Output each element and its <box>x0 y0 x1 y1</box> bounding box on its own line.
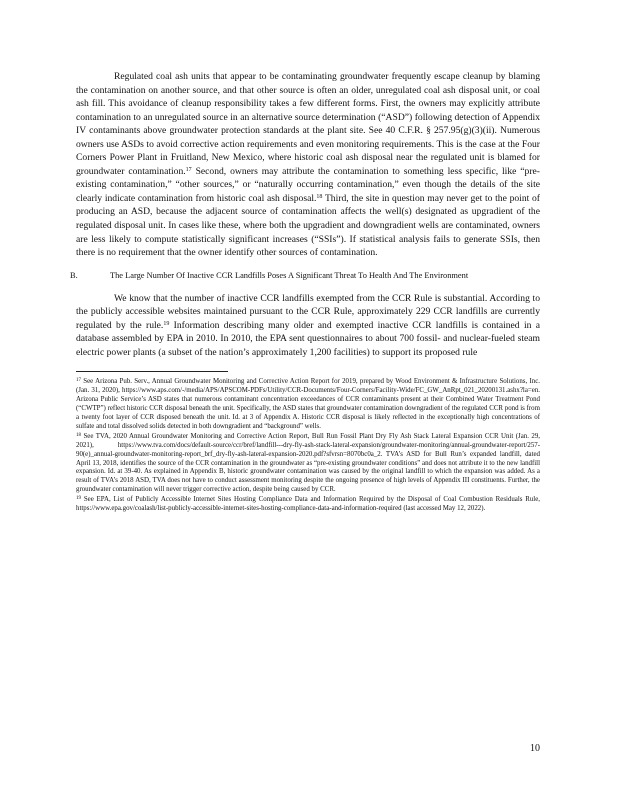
document-page <box>70 70 541 515</box>
footnote-text: See Arizona Pub. Serv., Annual Groundwater Monitoring and Corrective Action Report for 2019, prepared by Wood Environment & Infrastructure Solutions, Inc. (Jan. 31, 2020), https://www.aps.com/-/media/APS/APSCOM-PDFs/Utility/CCR-Documents/Four-Corners/Facility-Wide/FC_GW_AnRpt_021_20200131.ashx?la=en. Arizona Public Service’s ASD states that numerous contaminant concentration exceedances of CCR contaminants present at their Combined Water Treatment Pond (“CWTP”) reflect historic CCR disposal beneath the unit. Specifically, the ASD states that groundwater contamination downgradient of the regulated CCR pond is from a twenty foot layer of CCR disposed beneath the unit. Id. at 3 of Appendix A. Historic CCR disposal is likely reflected in the exceptionally high concentrations of sulfate and total dissolved solids detected in both downgradient and “background” wells. <box>76 378 540 430</box>
body-paragraph-2 <box>76 292 540 360</box>
paragraph-text: Regulated coal ash units that appear to be contaminating groundwater frequently escape cleanup by blaming the contamination on another source, and that other source is often an older, unregulated coal ash disposal unit, or coal ash fill. This avoidance of cleanup responsibility takes a few different forms. First, the owners may explicitly attribute contamination to an unregulated source in an alternative source determination (“ASD”) following detection of Appendix IV contaminants above groundwater protection standards at the plant site. See 40 C.F.R. § 257.95(g)(3)(ii). Numerous owners use ASDs to avoid corrective action requirements and even monitoring requirements. This is the case at the Four Corners Power Plant in Fruitland, New Mexico, where historic coal ash disposal near the regulated unit is blamed for groundwater contamination. <box>76 71 540 177</box>
footnote-ref-19[interactable]: 19 <box>163 320 170 327</box>
footnote <box>76 496 540 514</box>
footnote-number: 17 <box>76 378 81 384</box>
paragraph-text: We know that the number of inactive CCR landfills exempted from the CCR Rule is substantial. According to the publicly accessible websites maintained pursuant to the CCR Rule, approximately 229 CCR landfills are currently regulated by the rule. <box>76 292 540 331</box>
paragraph-text: Second, owners may attribute the contamination to something less specific, like “pre-existing contamination,” “other sources,” or “naturally occurring contamination,” even though the details of the site clearly indicate contamination from historic coal ash disposal. <box>76 165 540 204</box>
footnote-ref-17[interactable]: 17 <box>185 166 192 173</box>
footnote-text: See EPA, List of Publicly Accessible Internet Sites Hosting Compliance Data and Information Required by the Disposal of Coal Combustion Residuals Rule, https://www.epa.gov/coalash/list-publicly-accessible-internet-sites-hosting-compliance-data-and-information-required (last accessed May 12, 2022). <box>76 496 540 513</box>
footnote-number: 18 <box>76 432 81 438</box>
section-label: B. <box>70 270 78 280</box>
footnote-ref-18[interactable]: 18 <box>316 193 323 200</box>
body-paragraph-1 <box>76 70 540 260</box>
footnote-number: 19 <box>76 496 81 502</box>
footnote <box>76 433 540 495</box>
paragraph-text: Third, the site in question may never get to the point of producing an ASD, because the adjacent source of contamination affects the well(s) designated as upgradient of the regulated disposal unit. In cases like these, where both the upgradient and downgradient wells are contaminated, owners are less likely to compute statistically significant increases (“SSIs”). If statistical analysis fails to generate SSIs, then there is no requirement that the owner identify other sources of contamination. <box>76 192 541 259</box>
page-number: 10 <box>530 743 540 754</box>
footnote-separator <box>76 371 228 372</box>
section-title: The Large Number Of Inactive CCR Landfills Poses A Significant Threat To Health And The Environment <box>110 270 469 280</box>
footnotes <box>76 378 540 514</box>
section-heading <box>70 270 540 282</box>
paragraph-text: Information describing many older and exempted inactive CCR landfills is contained in a database assembled by EPA in 2010. In 2010, the EPA sent questionnaires to about 700 fossil- and nuclear-fueled steam electric power plants (a subset of the nation’s approximately 1,200 facilities) to support its proposed rule <box>76 319 540 358</box>
footnote <box>76 378 540 431</box>
footnote-text: See TVA, 2020 Annual Groundwater Monitoring and Corrective Action Report, Bull Run Fossil Plant Dry Fly Ash Stack Lateral Expansion CCR Unit (Jan. 29, 2021), https://www.tva.com/docs/default-source/ccr/bref/landfill---dry-fly-ash-stack-lateral-expansion/groundwater-monitoring/annual-groundwater-report/257-90(e)_annual-groundwater-monitoring-report_brf_dry-fly-ash-lateral-expansion-2020.pdf?sfvrsn=8070bc0a_2. TVA’s ASD for Bull Run’s expanded landfill, dated April 13, 2018, identifies the source of the CCR contamination in the groundwater as “pre-existing groundwater conditions” and does not attribute it to the new landfill expansion. Id. at 39-40. As explained in Appendix B, historic groundwater contamination was caused by the original landfill to which the expansion was added. As a result of TVA’s 2018 ASD, TVA does not have to conduct assessment monitoring despite the ongoing presence of high levels of Appendix III constituents. Further, the groundwater contamination will never trigger corrective action, despite being caused by CCR. <box>76 432 540 494</box>
